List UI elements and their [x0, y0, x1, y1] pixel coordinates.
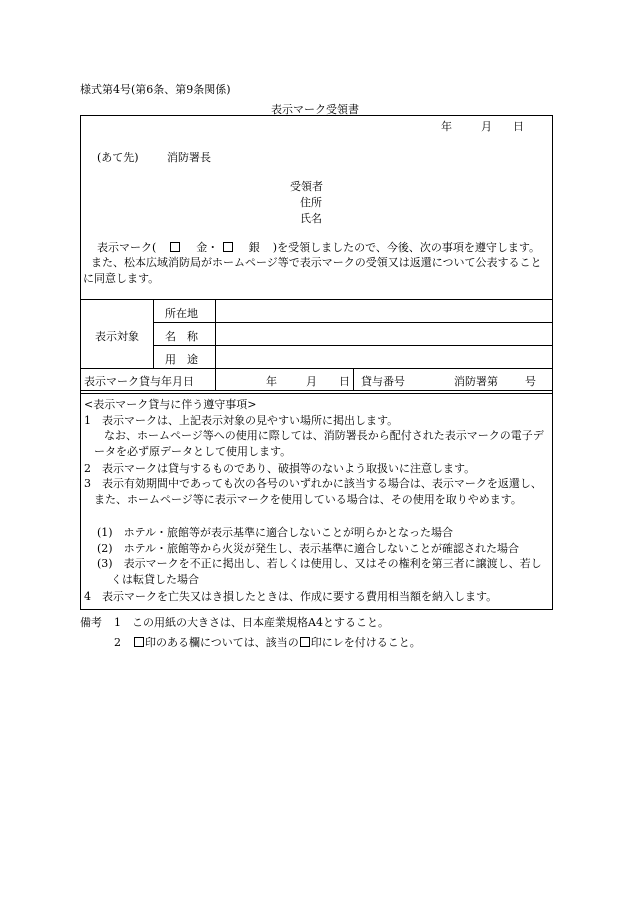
recipient-address-label: 住所	[300, 196, 322, 209]
loan-day: 日	[339, 375, 350, 388]
notes-label: 備考	[80, 616, 102, 629]
statement-line2: また、松本広域消防局がホームページ等で表示マークの受領又は返還について公表することに同意します。	[83, 256, 542, 285]
form-number: 様式第4号(第6条、第9条関係)	[80, 83, 231, 96]
rule-3-sub-1: (1) ホテル・旅館等が表示基準に適合しないことが明らかとなった場合	[97, 526, 454, 539]
loan-month: 月	[306, 375, 317, 388]
gold-label: 金・	[196, 241, 219, 254]
recipient-name-label: 氏名	[300, 212, 322, 225]
statement-end: )を受領しましたので、今後、次の事項を遵守します。	[272, 241, 540, 254]
silver-label: 銀	[248, 241, 260, 254]
form-frame	[80, 115, 553, 610]
rule-2: 2 表示マークは貸与するものであり、破損等のないよう取扱いに注意します。	[84, 462, 476, 475]
note-1: 1 この用紙の大きさは、日本産業規格A4とすること。	[114, 616, 389, 629]
rule-4: 4 表示マークを亡失又はき損したときは、作成に要する費用相当額を納入します。	[84, 590, 498, 603]
recipient-title: 受領者	[290, 180, 323, 193]
note-2-end: 印にレを付けること。	[310, 636, 421, 649]
note-checkbox-symbol-2	[300, 637, 310, 647]
target-row-use: 用 途	[165, 353, 198, 366]
note-2-middle: 印のある欄については、該当の	[145, 636, 299, 649]
rule-3: 3 表示有効期間中であっても次の各号のいずれかに該当する場合は、表示マークを返還し、また、ホームページ等に表示マークを使用している場合は、その使用を取りやめます。	[84, 477, 542, 506]
target-row-name: 名 称	[165, 330, 198, 343]
rule-1-note: なお、ホームページ等への使用に際しては、消防署長から配付された表示マークの電子データを必ず原データとして使用します。	[94, 429, 544, 458]
form-title: 表示マーク受領書	[271, 103, 359, 116]
rules-heading: <表示マーク貸与に伴う遵守事項>	[84, 398, 257, 411]
loan-station-prefix: 消防署第	[454, 375, 498, 388]
date-day: 日	[513, 120, 524, 133]
addressee-name: 消防署長	[167, 151, 211, 164]
note-2-number: 2	[114, 636, 121, 649]
date-month: 月	[481, 120, 492, 133]
addressee-prefix: (あて先)	[97, 151, 139, 164]
loan-year: 年	[266, 375, 277, 388]
target-row-location: 所在地	[165, 307, 198, 320]
date-year: 年	[441, 120, 452, 133]
rule-3-sub-3: (3) 表示マークを不正に掲出し、若しくは使用し、又はその権利を第三者に譲渡し、若しくは転貸した場合	[97, 557, 542, 586]
gold-checkbox[interactable]	[170, 242, 180, 252]
target-group-label: 表示対象	[95, 330, 139, 343]
rule-1: 1 表示マークは、上記表示対象の見やすい場所に掲出します。	[84, 414, 399, 427]
loan-number-suffix: 号	[525, 375, 536, 388]
statement-line1	[97, 239, 540, 255]
rule-3-sub-2: (2) ホテル・旅館等から火災が発生し、表示基準に適合しないことが確認された場合	[97, 542, 520, 555]
loan-number-label: 貸与番号	[361, 375, 405, 388]
statement-start: 表示マーク(	[97, 241, 157, 254]
note-checkbox-symbol-1	[134, 637, 144, 647]
silver-checkbox[interactable]	[223, 242, 233, 252]
note-2	[114, 634, 421, 650]
loan-date-label: 表示マーク貸与年月日	[84, 375, 194, 388]
